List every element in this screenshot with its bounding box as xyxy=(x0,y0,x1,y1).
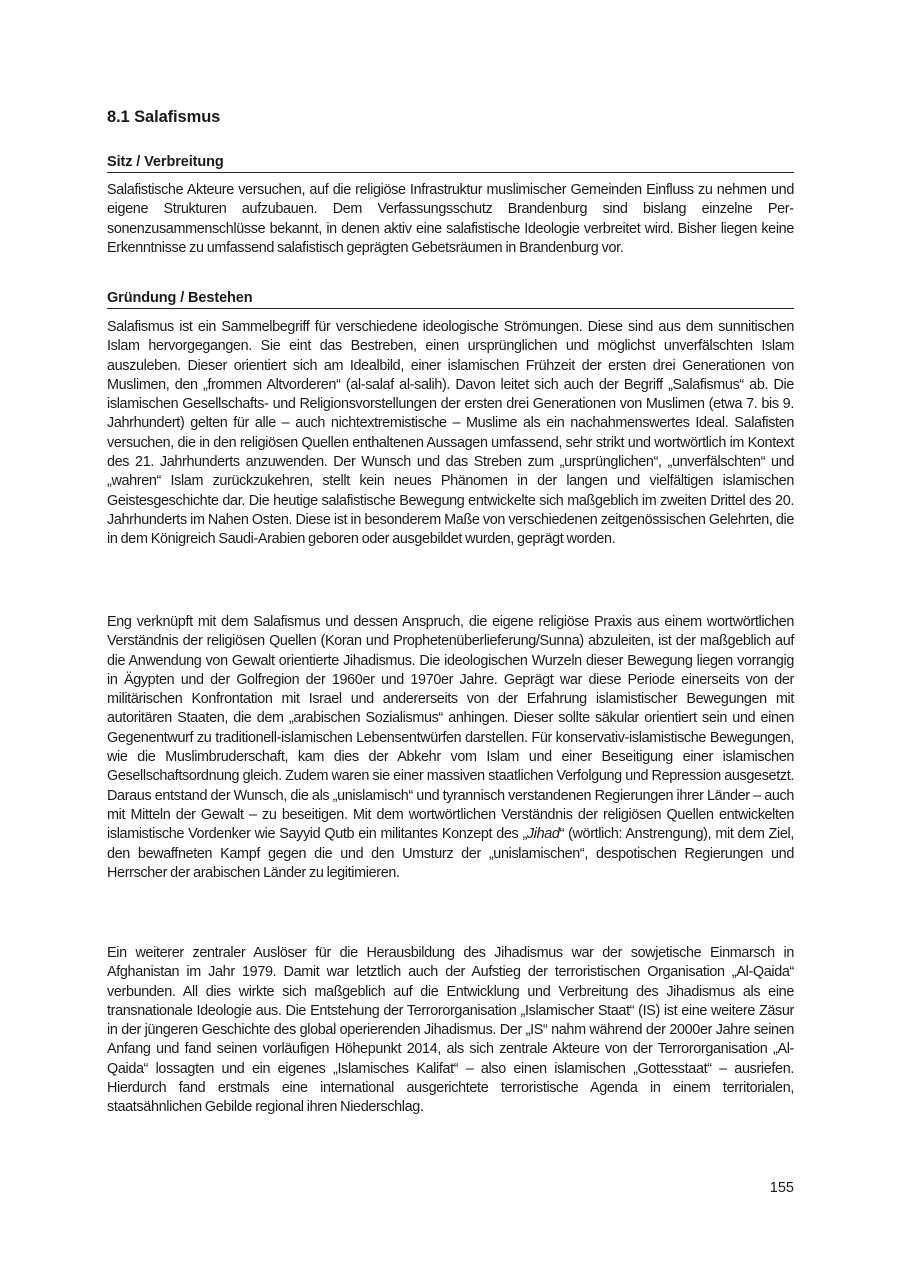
paragraph-jihadismus-tail: “ (wörtlich: Anstrengung), mit dem Ziel, den bewaffneten Kampf gegen die und den Umsturz der „unislamischen“, despotischen Regierungen und Herrscher der arabischen Länder zu legitimieren. xyxy=(107,826,794,881)
paragraph-jihadismus-wurzeln xyxy=(107,613,794,883)
subheading-gruendung-bestehen: Gründung / Bestehen xyxy=(107,290,794,309)
jihad-term: Jihad xyxy=(526,826,560,843)
subheading-sitz-verbreitung: Sitz / Verbreitung xyxy=(107,154,794,173)
paragraph-jihadismus-text: Eng verknüpft mit dem Salafismus und dessen Anspruch, die eigene religiöse Praxis aus einem wortwörtlichen Verständnis der religiösen Quellen (Koran und Prophetenüberlieferung/Sunna) abzuleiten, ist der maßgeblich auf die Anwendung von Gewalt orientierte Jihadismus. Die ideologischen Wurzeln dieser Bewegung liegen vorrangig in Ägypten und der Golfregion der 1960er und 1970er Jahre. Geprägt war diese Periode einerseits von der militärischen Konfrontation mit Israel und andererseits von der Erfahrung islamistischer Bewegungen mit autoritären Staaten, die dem „arabischen Sozialismus“ anhingen. Dieser sollte säkular orientiert sein und einen Gegenentwurf zu traditionell-islamischen Lebensentwürfen darstellen. Für konservativ-islamistische Bewegungen, wie die Muslimbruderschaft, kam dies der Abkehr vom Islam und einer Beseitigung einer islamischen Gesellschaftsordnung gleich. Zudem waren sie einer massiven staatlichen Verfolgung und Repression ausgesetzt. Daraus entstand der Wunsch, die als „unislamisch“ und tyrannisch verstandenen Regierungen ihrer Länder – auch mit Mitteln der Gewalt – zu beseitigen. Mit dem wortwörtlichen Verständnis der religiösen Quellen entwickelten islamistische Vordenker wie Sayyid Qutb ein militantes Konzept des „ xyxy=(107,614,794,843)
section-title: 8.1 Salafismus xyxy=(107,108,221,126)
paragraph-salafismus-definition: Salafismus ist ein Sammelbegriff für verschiedene ideologische Strömungen. Diese sind aus dem sunnitischen Islam hervorgegangen. Sie eint das Bestreben, einen ursprünglichen und möglichst unverfälschten Islam auszuleben. Dieser orientiert sich am Idealbild, einer islamischen Frühzeit der ersten drei Generationen von Muslimen, den „frommen Altvorderen“ (al-salaf al-salih). Davon leitet sich auch der Begriff „Salafismus“ ab. Die islamischen Gesellschafts- und Religionsvorstellungen der ersten drei Generationen von Muslimen (etwa 7. bis 9. Jahrhundert) gelten für alle – auch nichtextremistische – Muslime als ein nachahmenswertes Ideal. Salafisten versuchen, die in den religiösen Quellen enthaltenen Aussagen umfassend, sehr strikt und wortwörtlich im Kontext des 21. Jahrhunderts anzuwenden. Der Wunsch und das Streben zum „ursprünglichen“, „unverfälschten“ und „wahren“ Islam zurückzukehren, stellt kein neues Phänomen in der langen und vielfältigen islamischen Geistesgeschichte dar. Die heutige salafistische Bewegung entwickelte sich maßgeblich im zweiten Drittel des 20. Jahrhunderts im Nahen Osten. Diese ist in besonderem Maße von verschiedenen zeitgenössischen Gelehrten, die in dem Königreich Saudi-Arabien geboren oder ausgebildet wurden, geprägt worden. xyxy=(107,319,794,548)
page-number: 155 xyxy=(769,1180,794,1196)
paragraph-sitz-verbreitung: Salafistische Akteure versuchen, auf die religiöse Infrastruktur muslimischer Gemeinden Einfluss zu nehmen und eigene Strukturen aufzubauen. Dem Verfassungsschutz Brandenburg sind bislang einzelne Personenzusammenschlüsse bekannt, in denen aktiv eine salafistische Ideologie verbreitet wird. Bisher liegen keine Erkenntnisse zu umfassend salafistisch geprägten Gebetsräumen in Brandenburg vor. xyxy=(107,182,794,256)
paragraph-jihadismus-ausloeser: Ein weiterer zentraler Auslöser für die Herausbildung des Jihadismus war der sowjetische Einmarsch in Afghanistan im Jahr 1979. Damit war letztlich auch der Aufstieg der terroristischen Organisation „Al-Qaida“ verbunden. All dies wirkte sich maßgeblich auf die Entwicklung und Verbreitung des Jihadismus als eine transnationale Ideologie aus. Die Entstehung der Terrororganisation „Islamischer Staat“ (IS) ist eine weitere Zäsur in der jüngeren Geschichte des global operierenden Jihadismus. Der „IS“ nahm während der 2000er Jahre seinen Anfang und fand seinen vorläufigen Höhepunkt 2014, als sich zentrale Akteure von der Terrororganisation „Al-Qaida“ lossagten und ein eigenes „Islamisches Kalifat“ – also einen islamischen „Gottesstaat“ – ausriefen. Hierdurch fand erstmals eine international ausgerichtete terroristische Agenda in einem territorialen, staatsähnlichen Gebilde regional ihren Niederschlag. xyxy=(107,945,794,1116)
